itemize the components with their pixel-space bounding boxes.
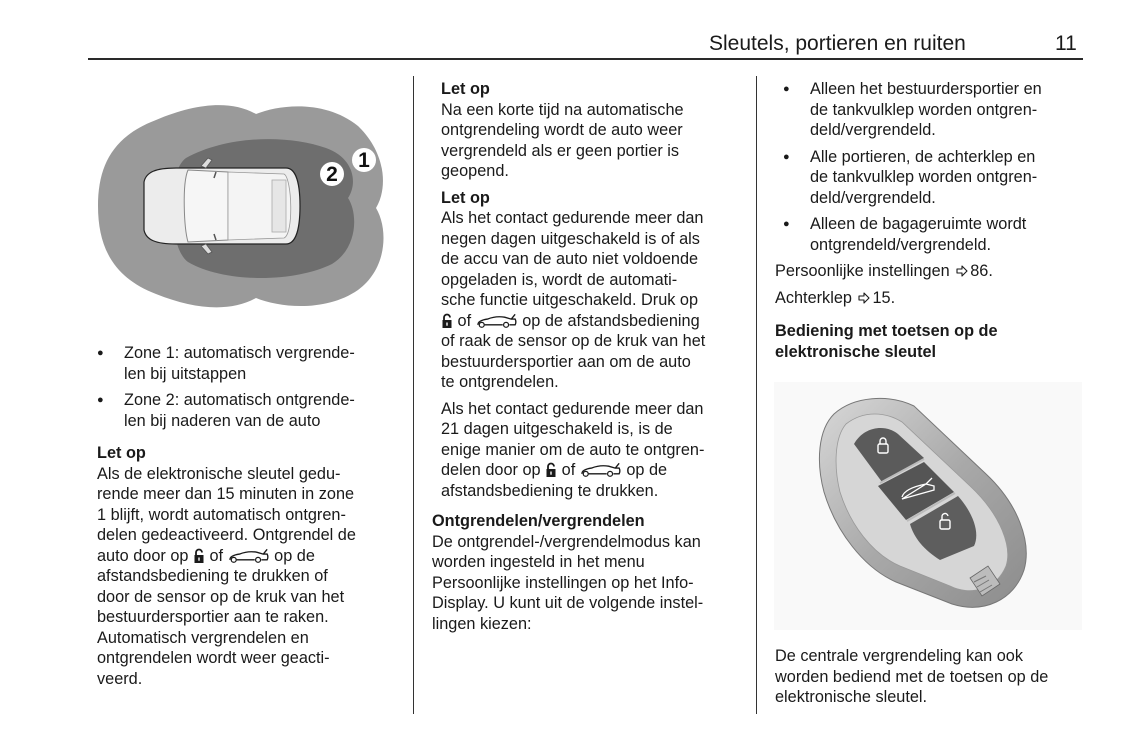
column-1 [97,343,397,689]
closing-paragraph: De centrale vergrendeling kan ook worden bediend met de toetsen op de elektronische sleutel. [775,647,1049,706]
xref-tailgate[interactable]: Achterklep 15. [775,288,896,307]
section-heading: Bediening met toetsen op de elektronische sleutel [775,322,998,361]
bullet-item: ● Alleen de bagageruimte wordt ontgrendeld/vergrendeld. [783,214,1085,255]
svg-text:1: 1 [358,149,370,172]
zone-bullet-list [97,343,397,431]
note-body: Als het contact gedurende meer dan negen dagen uitgeschakeld is of als de accu van de auto niet voldoende opgeladen is, wordt de automati- sche functie uitgeschakeld. Druk op of op de afstandsbediening of raak de sensor op de kruk van het bestuurdersportier aan om de auto te ontgrendelen. [441,209,706,391]
car-tailgate-icon [476,313,518,329]
bullet-item: ● Zone 2: automatisch ontgrende- len bij naderen van de auto [97,390,397,431]
keyless-zone-diagram [96,98,388,314]
bullet-item: ● Alle portieren, de achterklep en de tankvulklep worden ontgren- deld/vergrendeld. [783,147,1085,209]
cross-reference-arrow-icon [858,292,870,304]
section-heading: Ontgrendelen/vergrendelen [432,512,645,530]
note-body: Na een korte tijd na automatische ontgrendeling wordt de auto weer vergrendeld als er geen portier is geopend. [441,100,684,180]
cross-reference-arrow-icon [956,265,968,277]
bullet-item: ● Alleen het bestuurdersportier en de tankvulklep worden ontgren- deld/vergrendeld. [783,79,1085,141]
column-divider-1 [413,76,414,714]
xref-personal-settings[interactable]: Persoonlijke instellingen 86. [775,262,993,280]
bullet-item: ● Zone 1: automatisch vergrende- len bij uitstappen [97,343,397,384]
car-tailgate-icon [228,548,270,564]
zone-2-label [320,162,344,186]
column-2 [432,79,747,634]
unlock-padlock-icon [193,548,205,564]
svg-text:2: 2 [326,163,338,186]
note-body: Als de elektronische sleutel gedu- rende meer dan 15 minuten in zone 1 blijft, wordt automatisch ontgren- delen gedeactiveerd. Ontgrendel de auto door op of op de afstandsbediening te drukken of door de sensor op de kruk van het bestuurdersportier aan te raken. Automatisch vergrendelen en ontgrendelen wordt weer geacti- veerd. [97,464,356,688]
car-top-view [144,158,300,254]
car-tailgate-icon [580,462,622,478]
paragraph: Als het contact gedurende meer dan 21 dagen uitgeschakeld is, is de enige manier om de auto te ontgren- delen door op of op de afstandsbediening te drukken. [441,399,705,500]
unlock-padlock-icon [441,313,453,329]
page-number: 11 [1055,32,1077,55]
settings-bullet-list [783,79,1085,255]
zone-1-label [352,148,376,172]
header-rule [88,58,1083,60]
unlock-padlock-icon [545,462,557,478]
column-3 [775,79,1085,362]
section-body: De ontgrendel-/vergrendelmodus kan worden ingesteld in het menu Persoonlijke instellingen op het Info- Display. U kunt uit de volgende instel- lingen kiezen: [432,532,704,633]
column-divider-2 [756,76,757,714]
note-heading: Let op [441,188,490,207]
note-heading: Let op [97,444,146,462]
note-heading: Let op [441,80,490,98]
electronic-key-illustration [774,382,1082,630]
page-header-title: Sleutels, portieren en ruiten [709,32,966,55]
